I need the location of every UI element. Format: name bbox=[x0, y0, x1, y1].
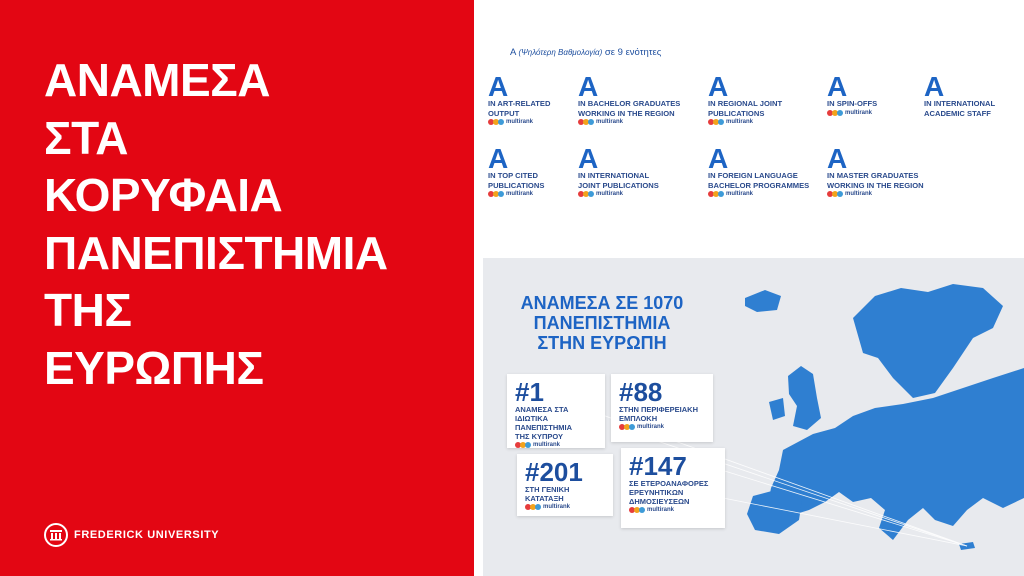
multirank-label: multirank bbox=[845, 109, 873, 116]
award-item bbox=[924, 71, 1020, 118]
ranking-panel bbox=[483, 258, 1024, 576]
ranking-title bbox=[507, 293, 697, 353]
multirank-badge bbox=[515, 442, 597, 448]
multirank-logo-icon bbox=[827, 110, 842, 116]
award-item bbox=[578, 143, 698, 197]
rank-desc-line: ΣΤΗ ΓΕΝΙΚΗ ΚΑΤΑΤΑΞΗ bbox=[525, 485, 570, 503]
multirank-badge bbox=[525, 504, 605, 510]
ranking-title-line: ΑΝΑΜΕΣΑ ΣΕ 1070 bbox=[520, 293, 684, 313]
award-item bbox=[578, 71, 698, 125]
headline-line: ΠΑΝΕΠΙΣΤΗΜΙΑ bbox=[44, 226, 388, 279]
frederick-logo bbox=[44, 523, 219, 547]
multirank-label: multirank bbox=[726, 191, 754, 197]
multirank-label: multirank bbox=[596, 191, 624, 197]
multirank-logo-icon bbox=[515, 442, 530, 448]
multirank-logo-icon bbox=[578, 191, 593, 197]
award-desc-line: IN REGIONAL JOINT bbox=[708, 99, 783, 108]
award-grade: A bbox=[708, 143, 729, 174]
rank-card bbox=[621, 448, 725, 528]
award-desc-line: IN BACHELOR GRADUATES bbox=[578, 99, 681, 108]
multirank-logo-icon bbox=[488, 191, 503, 197]
ranking-title-line: ΣΤΗΝ ΕΥΡΩΠΗ bbox=[537, 333, 667, 353]
award-grade: A bbox=[827, 143, 848, 174]
award-desc-line: IN FOREIGN LANGUAGE bbox=[708, 171, 798, 180]
multirank-label: multirank bbox=[637, 424, 665, 430]
multirank-logo-icon bbox=[708, 191, 723, 197]
headline-line: ΑΝΑΜΕΣΑ bbox=[44, 54, 270, 106]
award-desc-line: IN ART-RELATED bbox=[488, 99, 551, 108]
ratings-header bbox=[510, 47, 661, 58]
award-item bbox=[827, 143, 947, 197]
multirank-badge bbox=[578, 119, 698, 125]
rank-desc-line: ΣΕ ΕΤΕΡΟΑΝΑΦΟΡΕΣ bbox=[629, 479, 709, 488]
award-desc-line: PUBLICATIONS bbox=[708, 108, 765, 118]
multirank-badge bbox=[619, 424, 705, 430]
award-grade: A bbox=[578, 143, 599, 174]
award-desc-line: WORKING IN THE REGION bbox=[578, 108, 675, 118]
multirank-logo-icon bbox=[488, 119, 503, 125]
award-desc-line: IN INTERNATIONAL bbox=[924, 99, 996, 108]
award-grade: A bbox=[708, 71, 729, 102]
headline-line: ΕΥΡΩΠΗΣ bbox=[44, 341, 264, 394]
multirank-label: multirank bbox=[506, 191, 534, 197]
award-item bbox=[708, 71, 828, 125]
ratings-header-grade: A bbox=[510, 47, 516, 58]
rank-card bbox=[507, 374, 605, 448]
ratings-header-note: (Ψηλότερη Βαθμολογία) bbox=[518, 48, 603, 57]
rank-number: #1 bbox=[515, 377, 544, 407]
multirank-label: multirank bbox=[647, 507, 675, 513]
multirank-logo-icon bbox=[619, 424, 634, 430]
award-desc-line: IN INTERNATIONAL bbox=[578, 171, 650, 180]
multirank-logo-icon bbox=[629, 507, 644, 513]
award-desc-line: PUBLICATIONS bbox=[488, 180, 545, 190]
multirank-logo-icon bbox=[827, 191, 842, 197]
multirank-badge bbox=[708, 191, 828, 197]
rank-desc-line: ΤΗΣ ΚΥΠΡΟΥ bbox=[515, 432, 564, 441]
multirank-badge bbox=[629, 507, 717, 513]
multirank-label: multirank bbox=[533, 442, 561, 448]
award-grade: A bbox=[924, 71, 945, 102]
multirank-badge bbox=[578, 191, 698, 197]
rank-desc-line: ΑΝΑΜΕΣΑ ΣΤΑ ΙΔΙΩΤΙΚΑ bbox=[515, 405, 569, 423]
rank-card bbox=[517, 454, 613, 516]
multirank-label: multirank bbox=[506, 119, 534, 125]
rank-number: #201 bbox=[525, 457, 583, 487]
logo-text: FREDERICK UNIVERSITY bbox=[74, 529, 220, 541]
award-grade: A bbox=[488, 71, 509, 102]
rank-number: #88 bbox=[619, 377, 663, 407]
ratings-panel bbox=[474, 0, 1024, 258]
award-desc-line: IN SPIN-OFFS bbox=[827, 99, 878, 108]
rank-card bbox=[611, 374, 713, 442]
award-grade: A bbox=[578, 71, 599, 102]
award-desc-line: BACHELOR PROGRAMMES bbox=[708, 180, 810, 190]
rank-desc-line: ΔΗΜΟΣΙΕΥΣΕΩΝ bbox=[629, 497, 690, 506]
multirank-logo-icon bbox=[578, 119, 593, 125]
multirank-logo-icon bbox=[708, 119, 723, 125]
award-grade: A bbox=[827, 71, 848, 102]
red-panel bbox=[0, 0, 474, 576]
headline-line: ΚΟΡΥΦΑΙΑ bbox=[44, 169, 283, 221]
award-desc-line: OUTPUT bbox=[488, 108, 520, 118]
ranking-title-line: ΠΑΝΕΠΙΣΤΗΜΙΑ bbox=[533, 313, 671, 333]
rank-desc-line: ΕΜΠΛΟΚΗ bbox=[619, 414, 658, 423]
university-seal-icon bbox=[44, 523, 68, 547]
headline-line: ΤΗΣ bbox=[44, 284, 132, 336]
ratings-header-count: σε 9 ενότητες bbox=[604, 47, 662, 58]
award-grade: A bbox=[488, 143, 509, 174]
rank-desc-line: ΠΑΝΕΠΙΣΤΗΜΙΑ bbox=[515, 423, 572, 432]
award-desc-line: IN TOP CITED bbox=[488, 171, 538, 180]
multirank-label: multirank bbox=[543, 504, 571, 510]
award-desc-line: ACADEMIC STAFF bbox=[924, 108, 991, 118]
multirank-badge bbox=[827, 191, 947, 197]
headline-line: ΣΤΑ bbox=[44, 111, 129, 164]
multirank-label: multirank bbox=[726, 119, 754, 125]
multirank-label: multirank bbox=[845, 191, 873, 197]
award-desc-line: WORKING IN THE REGION bbox=[827, 180, 924, 190]
award-desc-line: JOINT PUBLICATIONS bbox=[578, 180, 659, 190]
multirank-label: multirank bbox=[596, 119, 624, 125]
award-item bbox=[708, 143, 828, 197]
award-desc-line: IN MASTER GRADUATES bbox=[827, 171, 919, 180]
rank-number: #147 bbox=[629, 451, 687, 481]
headline bbox=[44, 52, 388, 397]
rank-desc-line: ΣΤΗΝ ΠΕΡΙΦΕΡΕΙΑΚΗ bbox=[619, 405, 698, 414]
rank-desc-line: ΕΡΕΥΝΗΤΙΚΩΝ bbox=[629, 488, 684, 497]
multirank-badge bbox=[708, 119, 828, 125]
multirank-logo-icon bbox=[525, 504, 540, 510]
